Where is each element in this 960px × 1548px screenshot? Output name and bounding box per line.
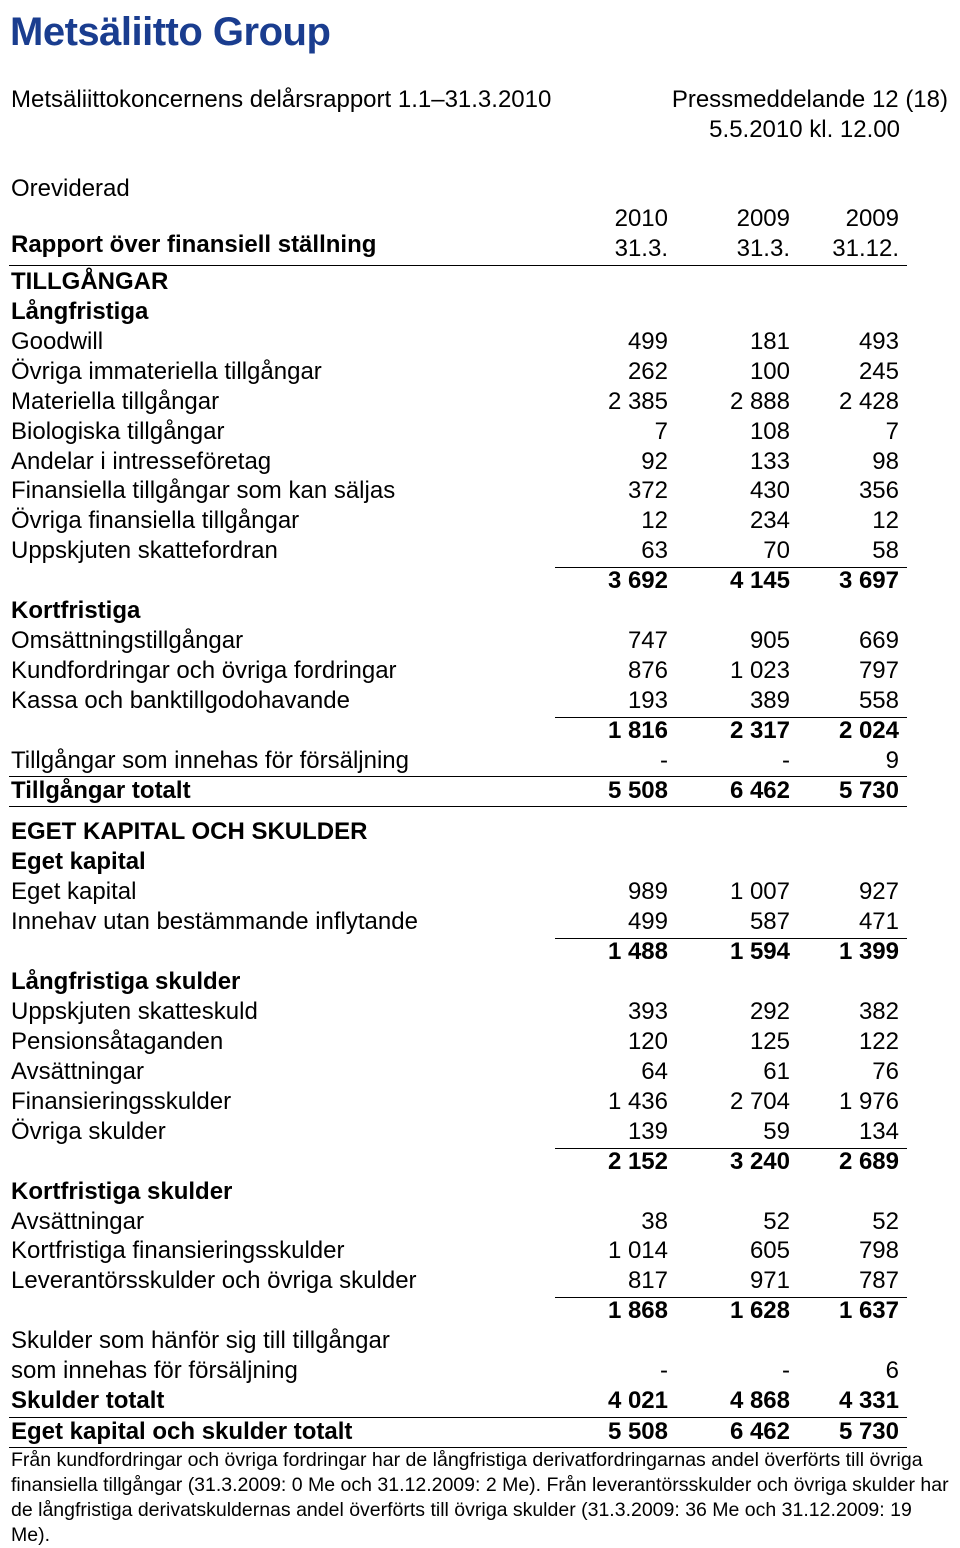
row-value: 389 <box>749 687 790 714</box>
table-rule <box>9 806 907 807</box>
company-logo <box>10 6 330 58</box>
row-value: 6 462 <box>729 777 790 804</box>
table-rule <box>555 717 907 718</box>
row-value: 193 <box>627 687 668 714</box>
column-date: 31.12. <box>832 235 899 262</box>
row-value: 52 <box>872 1208 899 1235</box>
row-value: 4 331 <box>838 1387 899 1414</box>
row-value: 787 <box>858 1267 899 1294</box>
table-rule <box>555 938 907 939</box>
column-date: 31.3. <box>614 235 668 262</box>
row-value: 181 <box>749 328 790 355</box>
column-year: 2010 <box>614 205 668 232</box>
row-value: 7 <box>885 418 899 445</box>
row-value: 133 <box>749 448 790 475</box>
row-value: 52 <box>763 1208 790 1235</box>
report-title: Metsäliittokoncernens delårsrapport 1.1–31.3.2010 <box>11 86 552 113</box>
row-label: Omsättningstillgångar <box>11 627 244 654</box>
row-value: 64 <box>641 1058 668 1085</box>
row-value: 2 385 <box>607 388 668 415</box>
row-value: 125 <box>749 1028 790 1055</box>
row-label: Kortfristiga skulder <box>11 1178 233 1205</box>
row-label: Finansiella tillgångar som kan säljas <box>11 477 396 504</box>
row-value: 9 <box>885 747 899 774</box>
row-value: 5 730 <box>838 777 899 804</box>
row-value: 61 <box>763 1058 790 1085</box>
column-year: 2009 <box>736 205 790 232</box>
row-value: 587 <box>749 908 790 935</box>
row-value: 2 888 <box>729 388 790 415</box>
row-value: - <box>660 747 668 774</box>
row-value: 1 023 <box>729 657 790 684</box>
row-label: Eget kapital <box>11 848 146 875</box>
row-value: - <box>782 747 790 774</box>
row-value: 262 <box>627 358 668 385</box>
row-label: Goodwill <box>11 328 104 355</box>
row-value: 382 <box>858 998 899 1025</box>
row-value: 234 <box>749 507 790 534</box>
row-value: 356 <box>858 477 899 504</box>
row-value: 2 704 <box>729 1088 790 1115</box>
row-value: 499 <box>627 328 668 355</box>
row-value: 927 <box>858 878 899 905</box>
row-value: 3 240 <box>729 1148 790 1175</box>
row-value: 1 628 <box>729 1297 790 1324</box>
row-value: 70 <box>763 537 790 564</box>
row-label: Uppskjuten skattefordran <box>11 537 278 564</box>
table-rule <box>555 1148 907 1149</box>
row-value: 430 <box>749 477 790 504</box>
row-value: - <box>660 1357 668 1384</box>
row-value: 817 <box>627 1267 668 1294</box>
table-rule <box>555 567 907 568</box>
row-value: 798 <box>858 1237 899 1264</box>
row-label: Andelar i intresseföretag <box>11 448 272 475</box>
row-value: 558 <box>858 687 899 714</box>
row-value: 2 024 <box>838 717 899 744</box>
row-label: Innehav utan bestämmande inflytande <box>11 908 418 935</box>
row-value: 76 <box>872 1058 899 1085</box>
press-release-number: Pressmeddelande 12 (18) <box>671 86 948 113</box>
row-value: 122 <box>858 1028 899 1055</box>
row-value: 92 <box>641 448 668 475</box>
row-value: 2 317 <box>729 717 790 744</box>
row-label: Kundfordringar och övriga fordringar <box>11 657 397 684</box>
row-label: Kortfristiga finansieringsskulder <box>11 1237 345 1264</box>
row-value: 7 <box>654 418 668 445</box>
row-label: EGET KAPITAL OCH SKULDER <box>11 818 368 845</box>
row-label: Skulder som hänför sig till tillgångar <box>11 1327 390 1354</box>
row-value: 4 021 <box>607 1387 668 1414</box>
row-label: Övriga immateriella tillgångar <box>11 358 322 385</box>
row-label: Leverantörsskulder och övriga skulder <box>11 1267 417 1294</box>
row-value: 876 <box>627 657 668 684</box>
row-value: 669 <box>858 627 899 654</box>
row-label: Tillgångar totalt <box>11 777 191 804</box>
row-label: Eget kapital <box>11 878 137 905</box>
row-value: 12 <box>641 507 668 534</box>
row-value: 1 399 <box>838 938 899 965</box>
row-value: 393 <box>627 998 668 1025</box>
row-value: 2 428 <box>838 388 899 415</box>
column-year: 2009 <box>845 205 899 232</box>
row-value: 989 <box>627 878 668 905</box>
row-label: Övriga finansiella tillgångar <box>11 507 300 534</box>
row-value: 5 730 <box>838 1418 899 1445</box>
row-label: Övriga skulder <box>11 1118 166 1145</box>
row-label: Långfristiga <box>11 298 149 325</box>
row-label: Materiella tillgångar <box>11 388 220 415</box>
row-value: 372 <box>627 477 668 504</box>
row-value: 120 <box>627 1028 668 1055</box>
row-value: 245 <box>858 358 899 385</box>
row-label: Långfristiga skulder <box>11 968 241 995</box>
logo-text: Metsäliitto Group <box>10 10 331 54</box>
row-label: Finansieringsskulder <box>11 1088 232 1115</box>
row-label: Pensionsåtaganden <box>11 1028 224 1055</box>
row-value: - <box>782 1357 790 1384</box>
row-value: 3 692 <box>607 567 668 594</box>
row-value: 3 697 <box>838 567 899 594</box>
table-rule <box>9 1417 907 1418</box>
row-value: 1 594 <box>729 938 790 965</box>
row-label: Skulder totalt <box>11 1387 165 1414</box>
row-value: 6 462 <box>729 1418 790 1445</box>
row-label: Avsättningar <box>11 1208 144 1235</box>
row-value: 471 <box>858 908 899 935</box>
row-label: TILLGÅNGAR <box>11 268 169 295</box>
table-rule <box>555 1297 907 1298</box>
row-value: 98 <box>872 448 899 475</box>
row-value: 4 868 <box>729 1387 790 1414</box>
row-label: Biologiska tillgångar <box>11 418 225 445</box>
row-value: 58 <box>872 537 899 564</box>
row-value: 2 152 <box>607 1148 668 1175</box>
press-release-date: 5.5.2010 kl. 12.00 <box>709 116 900 143</box>
row-label: Avsättningar <box>11 1058 144 1085</box>
row-value: 971 <box>749 1267 790 1294</box>
row-value: 139 <box>627 1118 668 1145</box>
row-value: 1 976 <box>838 1088 899 1115</box>
row-value: 1 436 <box>607 1088 668 1115</box>
row-value: 1 816 <box>607 717 668 744</box>
row-value: 6 <box>885 1357 899 1384</box>
row-value: 2 689 <box>838 1148 899 1175</box>
row-value: 4 145 <box>729 567 790 594</box>
unaudited-label: Oreviderad <box>11 175 130 202</box>
row-value: 100 <box>749 358 790 385</box>
row-value: 1 637 <box>838 1297 899 1324</box>
row-value: 493 <box>858 328 899 355</box>
row-value: 499 <box>627 908 668 935</box>
row-value: 59 <box>763 1118 790 1145</box>
row-label: Kassa och banktillgodohavande <box>11 687 350 714</box>
header-rule <box>9 265 907 266</box>
row-label: som innehas för försäljning <box>11 1357 298 1384</box>
row-value: 12 <box>872 507 899 534</box>
row-value: 905 <box>749 627 790 654</box>
row-value: 38 <box>641 1208 668 1235</box>
row-value: 5 508 <box>607 1418 668 1445</box>
row-value: 797 <box>858 657 899 684</box>
row-value: 108 <box>749 418 790 445</box>
row-value: 292 <box>749 998 790 1025</box>
statement-title: Rapport över finansiell ställning <box>11 231 377 258</box>
row-value: 747 <box>627 627 668 654</box>
row-value: 1 007 <box>729 878 790 905</box>
row-label: Uppskjuten skatteskuld <box>11 998 258 1025</box>
row-value: 134 <box>858 1118 899 1145</box>
row-value: 63 <box>641 537 668 564</box>
row-label: Tillgångar som innehas för försäljning <box>11 747 409 774</box>
row-label: Kortfristiga <box>11 597 141 624</box>
row-value: 5 508 <box>607 777 668 804</box>
row-label: Eget kapital och skulder totalt <box>11 1418 353 1445</box>
footnote: Från kundfordringar och övriga fordringar har de långfristiga derivatfordringarnas andel överförts till övriga finansiella tillgångar (31.3.2009: 0 Me och 31.12.2009: 2 Me). Från leverantörsskulder och övriga skulder har de långfristiga derivatskuldernas andel överförts till övriga skulder (31.3.2009: 36 Me och 31.12.2009: 19 Me). <box>11 1449 949 1546</box>
row-value: 1 014 <box>607 1237 668 1264</box>
row-value: 605 <box>749 1237 790 1264</box>
row-value: 1 488 <box>607 938 668 965</box>
row-value: 1 868 <box>607 1297 668 1324</box>
table-rule <box>9 776 907 777</box>
column-date: 31.3. <box>736 235 790 262</box>
